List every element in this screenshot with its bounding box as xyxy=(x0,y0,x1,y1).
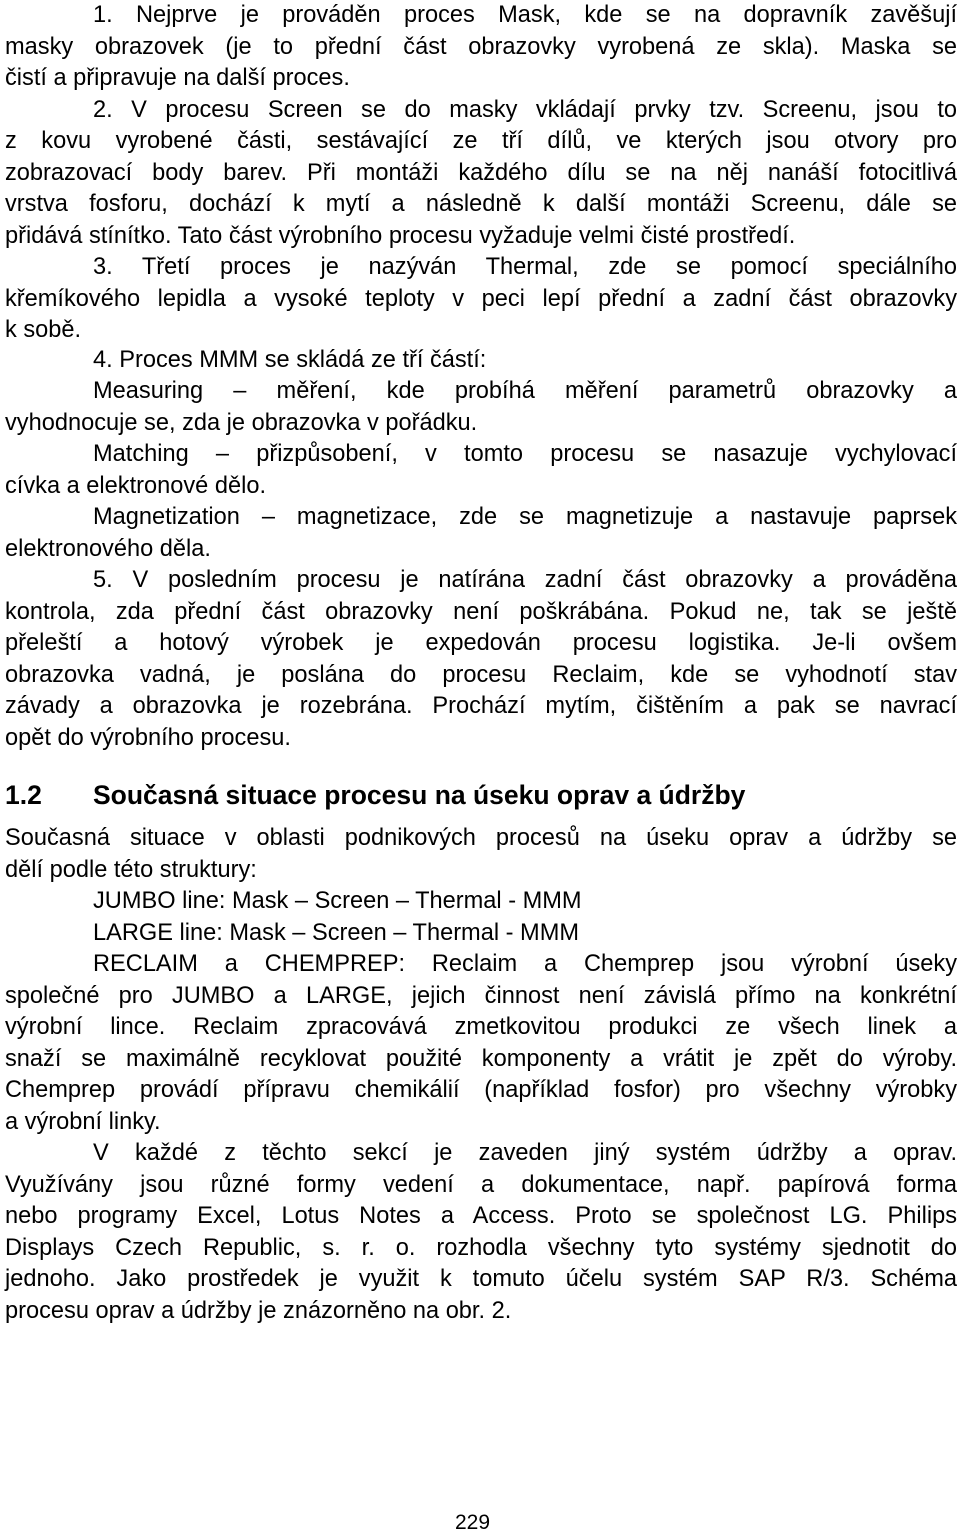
page-number: 229 xyxy=(455,1511,491,1534)
reclaim-line-3: výrobní lince. Reclaim zpracovává zmetkovitou produkci ze všech linek a xyxy=(5,1014,957,1040)
paragraph-3-line-1: 3. Třetí proces je nazýván Thermal, zde se pomocí speciálního xyxy=(93,254,957,280)
paragraph-5-line-1: 5. V posledním procesu je natírána zadní část obrazovky a prováděna xyxy=(93,567,957,593)
matching-line-2: cívka a elektronové dělo. xyxy=(5,473,266,499)
reclaim-line-6: a výrobní linky. xyxy=(5,1109,161,1135)
reclaim-line-5: Chemprep provádí přípravu chemikálií (například fosfor) pro všechny výrobky xyxy=(5,1077,957,1103)
paragraph-5-line-5: závady a obrazovka je rozebrána. Prochází mytím, čištěním a pak se navrací xyxy=(5,693,957,719)
paragraph-2-line-2: z kovu vyrobené části, sestávající ze tří dílů, ve kterých jsou otvory pro xyxy=(5,128,957,154)
paragraph-2-line-3: zobrazovací body barev. Při montáži každého dílu se na něj nanáší fotocitlivá xyxy=(5,160,957,186)
reclaim-line-1: RECLAIM a CHEMPREP: Reclaim a Chemprep jsou výrobní úseky xyxy=(93,951,957,977)
magnetization-line-1: Magnetization – magnetizace, zde se magnetizuje a nastavuje paprsek xyxy=(93,504,957,530)
paragraph-2-line-5: přidává stínítko. Tato část výrobního procesu vyžaduje velmi čisté prostředí. xyxy=(5,223,796,249)
large-line: LARGE line: Mask – Screen – Thermal - MMM xyxy=(93,920,579,946)
magnetization-line-2: elektronového děla. xyxy=(5,536,211,562)
systems-line-6: procesu oprav a údržby je znázorněno na obr. 2. xyxy=(5,1298,512,1324)
measuring-line-1: Measuring – měření, kde probíhá měření parametrů obrazovky a xyxy=(93,378,957,404)
section-heading-number: 1.2 xyxy=(5,780,42,810)
matching-line-1: Matching – přizpůsobení, v tomto procesu se nasazuje vychylovací xyxy=(93,441,957,467)
systems-line-3: nebo programy Excel, Lotus Notes a Access. Proto se společnost LG. Philips xyxy=(5,1203,957,1229)
paragraph-5-line-2: kontrola, zda přední část obrazovky není poškrábána. Pokud ne, tak se ještě xyxy=(5,599,957,625)
section-intro-line-2: dělí podle této struktury: xyxy=(5,857,257,883)
paragraph-1-line-2: masky obrazovek (je to přední část obrazovky vyrobená ze skla). Maska se xyxy=(5,34,957,60)
paragraph-4-line-1: 4. Proces MMM se skládá ze tří částí: xyxy=(93,347,487,373)
paragraph-5-line-4: obrazovka vadná, je poslána do procesu Reclaim, kde se vyhodnotí stav xyxy=(5,662,957,688)
section-intro-line-1: Současná situace v oblasti podnikových procesů na úseku oprav a údržby se xyxy=(5,825,957,851)
paragraph-2-line-1: 2. V procesu Screen se do masky vkládají prvky tzv. Screenu, jsou to xyxy=(93,97,957,123)
systems-line-5: jednoho. Jako prostředek je využit k tomuto účelu systém SAP R/3. Schéma xyxy=(5,1266,957,1292)
section-heading xyxy=(5,778,745,812)
systems-line-1: V každé z těchto sekcí je zaveden jiný systém údržby a oprav. xyxy=(93,1140,957,1166)
paragraph-5-line-3: přeleští a hotový výrobek je expedován procesu logistika. Je-li ovšem xyxy=(5,630,957,656)
measuring-line-2: vyhodnocuje se, zda je obrazovka v pořádku. xyxy=(5,410,478,436)
systems-line-2: Využívány jsou různé formy vedení a dokumentace, např. papírová forma xyxy=(5,1172,957,1198)
paragraph-3-line-3: k sobě. xyxy=(5,317,82,343)
paragraph-2-line-4: vrstva fosforu, dochází k mytí a následně k další montáži Screenu, dále se xyxy=(5,191,957,217)
section-heading-title: Současná situace procesu na úseku oprav a údržby xyxy=(93,780,746,810)
paragraph-1-line-1: 1. Nejprve je prováděn proces Mask, kde se na dopravník zavěšují xyxy=(93,2,957,28)
systems-line-4: Displays Czech Republic, s. r. o. rozhodla všechny tyto systémy sjednotit do xyxy=(5,1235,957,1261)
paragraph-1-line-3: čistí a připravuje na další proces. xyxy=(5,65,350,91)
paragraph-5-line-6: opět do výrobního procesu. xyxy=(5,725,291,751)
reclaim-line-2: společné pro JUMBO a LARGE, jejich činnost není závislá přímo na konkrétní xyxy=(5,983,957,1009)
paragraph-3-line-2: křemíkového lepidla a vysoké teploty v peci lepí přední a zadní část obrazovky xyxy=(5,286,957,312)
jumbo-line: JUMBO line: Mask – Screen – Thermal - MMM xyxy=(93,888,582,914)
reclaim-line-4: snaží se maximálně recyklovat použité komponenty a vrátit je zpět do výroby. xyxy=(5,1046,957,1072)
